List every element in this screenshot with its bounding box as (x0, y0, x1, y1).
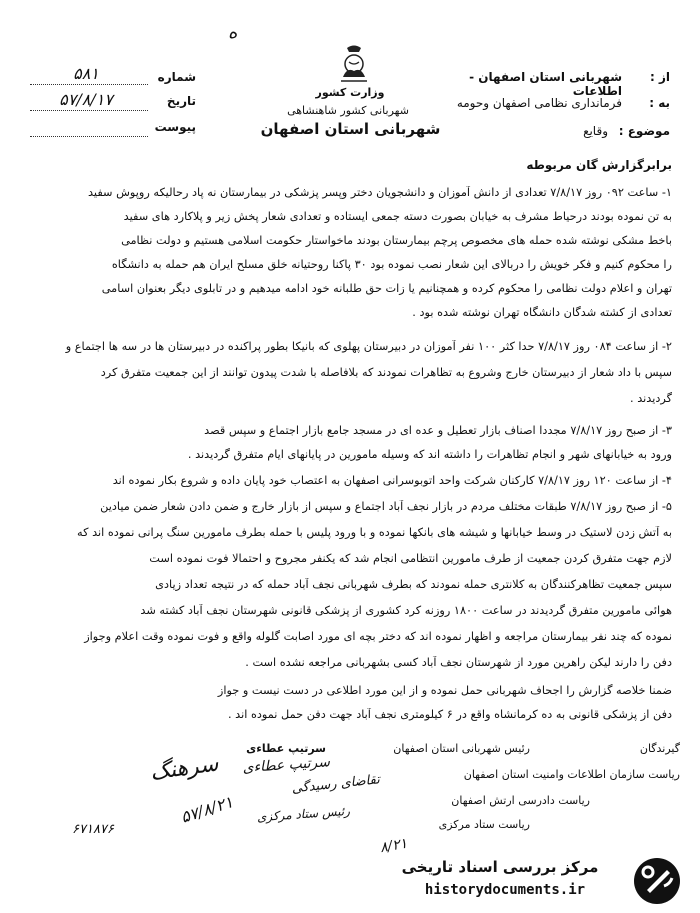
greeting: برابرگزارش گان مربوطه (526, 158, 672, 172)
body-line: ضمنا خلاصه گزارش را اجحاف شهربانی حمل نموده و از این مورد اطلاعی در دست نیست و جواز (217, 684, 672, 697)
body-line: ۳- از صبح روز ۷/۸/۱۷ مجددا اصناف بازار تعطیل و عده ای در مسجد جامع بازار اجتماع و سپس قصد (204, 424, 672, 437)
body-line: به تن نموده بودند درحیاط مشرف به خیابان بصورت دسته جمعی ایستاده و تعدادی شعار پخش زیر و پلاکارد های سفید (123, 210, 672, 223)
from-label: از : (650, 70, 670, 84)
body-line: باخط مشکی نوشته شده حمله های مخصوص پرچم بیمارستان بودند ماخواستار حکومت اسلامی هستیم و دولت نظامی (121, 234, 672, 247)
org-bold-title: شهربانی استان اصفهان (260, 120, 441, 138)
number-value: ۵۸۱ (73, 64, 99, 83)
date-label: تاریخ (166, 94, 196, 108)
body-line: لازم جهت متفرق کردن جمعیت از طرف مامورین انتظامی انجام شد که یکنفر مجروح و احتمالا فوت نموده است (149, 552, 672, 565)
handwritten-code: ۶۷۱۸۷۶ (72, 822, 114, 837)
date-rule (30, 110, 148, 111)
body-line: نموده که چند نفر بیمارستان مراجعه و اظهار نموده اند که دختر بچه ای مورد اصابت گلوله واقع و فوت نموده وقت اعلام وجواز (84, 630, 672, 643)
org-line: شهربانی کشور شاهنشاهی (287, 104, 409, 117)
body-line: ۱- ساعت ۰۹۲ روز ۷/۸/۱۷ تعدادی از دانش آموزان و دانشجویان دختر وپسر پزشکی در بیمارستان نه پاد رحالیکه روپوش سفید (88, 186, 672, 199)
signer-title: رئیس شهربانی استان اصفهان (393, 742, 530, 755)
subject-label: موضوع : (618, 124, 670, 138)
body-line: دفن را دارند لیکن راهرین مورد از شهرستان نجف آباد کسی بشهربانی مراجعه نشده است . (245, 656, 672, 669)
cc-line-1: ریاست سازمان اطلاعات وامنیت استان اصفهان (463, 768, 680, 781)
cc-line-3: ریاست ستاد مرکزی (438, 818, 530, 831)
handwritten-annotation-2: رئیس ستاد مرکزی (256, 803, 351, 825)
lion-and-sun-emblem-icon (335, 44, 373, 84)
body-line: تعدادی از کشته شدگان دانشگاه تهران نوشته شده بود . (412, 306, 672, 319)
body-line: تهران و اعلام دولت نظامی را محکوم کرده و همچنانیم یا زات حق طلبانه خود ادامه میدهیم و در تابلوی دیگر بعنوان اسامی (101, 282, 672, 295)
cc-line-2: ریاست دادرسی ارتش اصفهان (451, 794, 590, 807)
body-line: را محکوم کنیم و فکر خویش را دربالای این شعار نصب نموده بود ۳۰ پاکنا روحتیانه خلق مسلح ایران هم حمله به دانشگاه (111, 258, 672, 271)
body-line: به آتش زدن لاستیک در وسط خیابانها و شیشه های بانکها نموده و با ورود پلیس با حمله بطرف مامورین سنگ پرانی نموده اند که (77, 526, 672, 539)
body-line: ورود به خیابانهای شهر و انجام تظاهرات را داشته اند که وسیله مامورین در پایانهای ایام متفرق گردیدند . (187, 448, 672, 461)
handwritten-signature: سرهنگ (148, 751, 220, 786)
archive-logo-icon (632, 856, 682, 906)
handwritten-date-2: ۸/۲۱ (378, 835, 409, 857)
ministry-name: وزارت کشور (315, 86, 385, 99)
number-label: شماره (157, 70, 196, 84)
body-line: ۵- از صبح روز ۷/۸/۱۷ طبقات مختلف مردم در بازار نجف آباد اجتماع و سپس از بازار خارج و ضمن دادن شعار ضمن میادین (100, 500, 672, 513)
body-line: سپس جمعیت تظاهرکنندگان به کلانتری حمله نمودند که بطرف شهربانی نجف آباد حمله که در نتیجه تعداد زیادی (155, 578, 672, 591)
top-hand-mark: ه (228, 22, 238, 43)
watermark-url: historydocuments.ir (424, 882, 586, 898)
from-value: شهربانی استان اصفهان - اطلاعات (469, 70, 622, 98)
subject-value: وقایع (583, 124, 608, 138)
signer-name: سرتیپ عطاءی (246, 742, 326, 755)
body-line: ۴- از ساعت ۱۲۰ روز ۷/۸/۱۷ کارکنان شرکت واحد اتوبوسرانی اصفهان به اعتصاب خود پایان داده و شروع بکار نموده اند (112, 474, 672, 487)
body-line: گردیدند . (630, 392, 672, 405)
attachment-rule (30, 136, 148, 137)
to-value: فرمانداری نظامی اصفهان وحومه (456, 96, 622, 110)
to-label: به : (649, 96, 670, 110)
date-value: ۵۷/۸/۱۷ (59, 90, 113, 109)
watermark-title: مرکز بررسی اسناد تاریخی (401, 858, 599, 876)
number-rule (30, 84, 148, 85)
body-line: دفن از پزشکی قانونی به ده کرمانشاه واقع در ۶ کیلومتری نجف آباد جهت دفن حمل نموده اند . (228, 708, 672, 721)
body-line: هوائی مامورین متفرق گردیدند در ساعت ۱۸۰۰ روزنه کرد کشوری از پزشکی قانونی شهرستان نجف آباد کشته شد (140, 604, 672, 617)
body-line: ۲- از ساعت ۰۸۴ روز ۷/۸/۱۷ حدا کثر ۱۰۰ نفر آموزان در دبیرستان پهلوی که بانیکا بطور پراکنده در دبیرستان ها در سه ها اجتماع و (65, 340, 672, 353)
handwritten-annotation: تقاضای رسیدگی (290, 772, 381, 797)
body-line: سپس با داد شعار از دبیرستان خارج وشروع به تظاهرات نمودند که بلافاصله با شدت پیدون توانند از این جمعیت متفرق کرد (100, 366, 672, 379)
recipients-label: گیرندگان (639, 742, 680, 755)
handwritten-date: ۵۷/۸/۲۱ (178, 792, 236, 827)
attachment-label: پیوست (154, 120, 196, 134)
handwritten-signer-name: سرتیپ عطاءی (242, 754, 331, 777)
